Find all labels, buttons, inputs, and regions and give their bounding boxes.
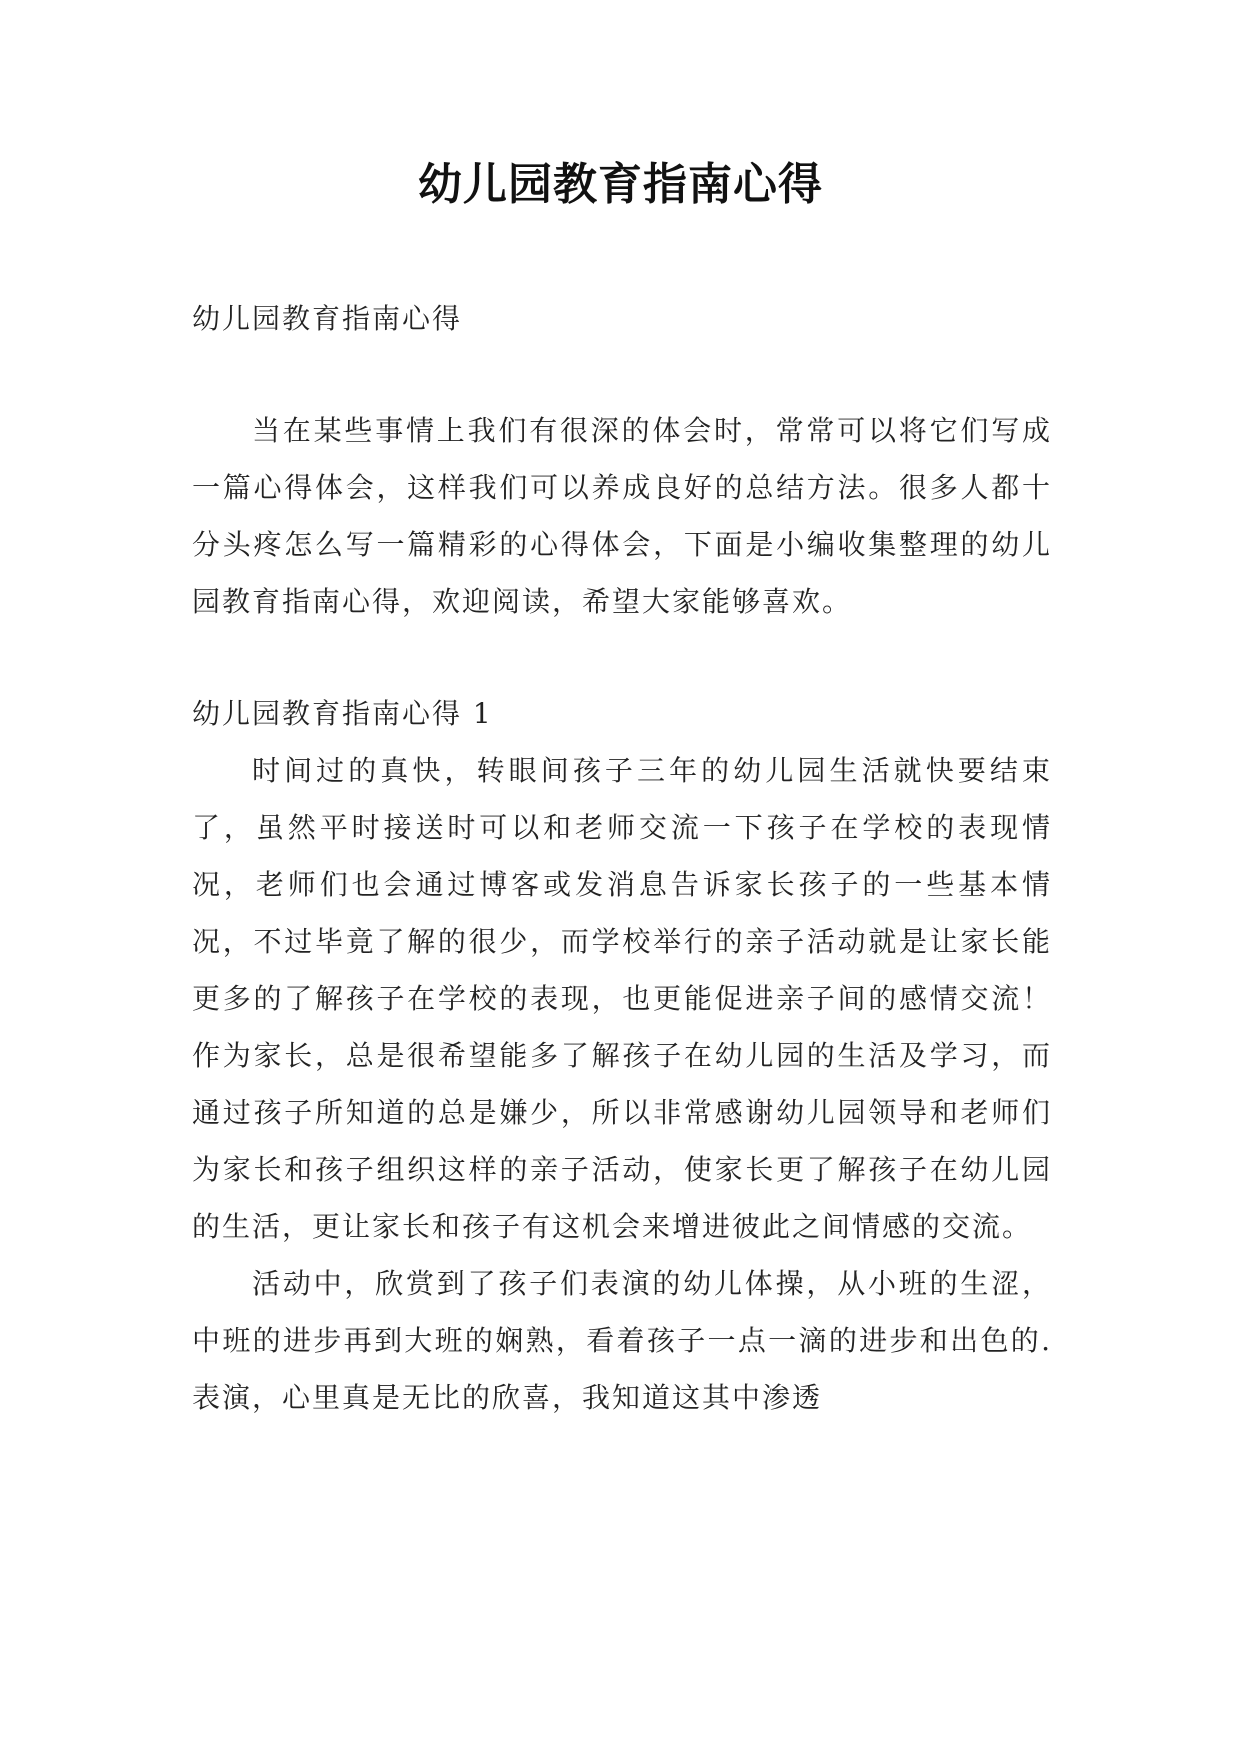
document-subtitle: 幼儿园教育指南心得: [192, 302, 463, 335]
document-body: [192, 290, 1052, 1426]
document-title: 幼儿园教育指南心得: [418, 159, 823, 210]
spacer: [192, 630, 1052, 685]
section-heading: 幼儿园教育指南心得 1: [192, 697, 493, 730]
intro-paragraph: 当在某些事情上我们有很深的体会时，常常可以将它们写成一篇心得体会，这样我们可以养成良好的总结方法。很多人都十分头疼怎么写一篇精彩的心得体会，下面是小编收集整理的幼儿园教育指南心得，欢迎阅读，希望大家能够喜欢。: [192, 414, 1052, 618]
spacer: [192, 347, 1052, 402]
body-paragraph: 活动中，欣赏到了孩子们表演的幼儿体操，从小班的生涩，中班的进步再到大班的娴熟，看着孩子一点一滴的进步和出色的.表演，心里真是无比的欣喜，我知道这其中渗透: [192, 1267, 1052, 1414]
body-paragraph: 时间过的真快，转眼间孩子三年的幼儿园生活就快要结束了，虽然平时接送时可以和老师交流一下孩子在学校的表现情况，老师们也会通过博客或发消息告诉家长孩子的一些基本情况，不过毕竟了解的很少，而学校举行的亲子活动就是让家长能更多的了解孩子在学校的表现，也更能促进亲子间的感情交流！作为家长，总是很希望能多了解孩子在幼儿园的生活及学习，而通过孩子所知道的总是嫌少，所以非常感谢幼儿园领导和老师们为家长和孩子组织这样的亲子活动，使家长更了解孩子在幼儿园的生活，更让家长和孩子有这机会来增进彼此之间情感的交流。: [192, 754, 1052, 1243]
